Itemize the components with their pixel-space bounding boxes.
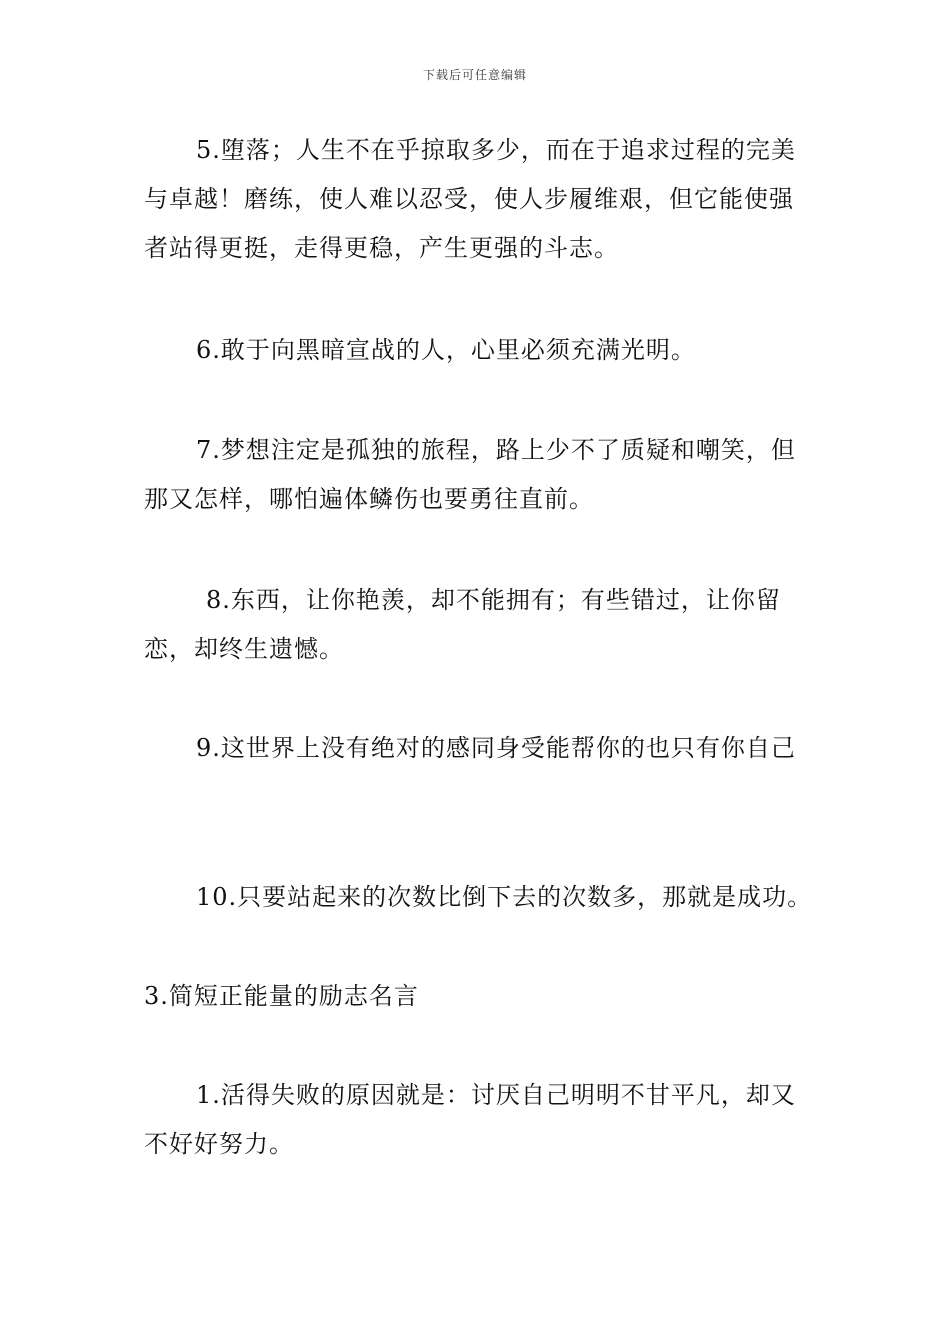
quote-paragraph-6: 6.敢于向黑暗宣战的人，心里必须充满光明。 [196,336,696,364]
section-heading: 3.简短正能量的励志名言 [144,982,419,1010]
quote-paragraph-8: 8.东西，让你艳羡，却不能拥有；有些错过，让你留恋，却终生遗憾。 [144,586,781,663]
header-note: 下载后可任意编辑 [422,68,527,82]
quote-paragraph-1: 1.活得失败的原因就是：讨厌自己明明不甘平凡，却又不好好努力。 [144,1081,796,1158]
quote-paragraph-5: 5.堕落；人生不在乎掠取多少，而在于追求过程的完美与卓越！磨练，使人难以忍受，使人步履维艰，但它能使强者站得更挺，走得更稳，产生更强的斗志。 [144,136,796,262]
quote-paragraph-10: 10.只要站起来的次数比倒下去的次数多，那就是成功。 [196,883,813,911]
quote-paragraph-9: 9.这世界上没有绝对的感同身受能帮你的也只有你自己 [196,734,796,762]
quote-paragraph-7: 7.梦想注定是孤独的旅程，路上少不了质疑和嘲笑，但那又怎样，哪怕遍体鳞伤也要勇往直前。 [144,436,796,513]
